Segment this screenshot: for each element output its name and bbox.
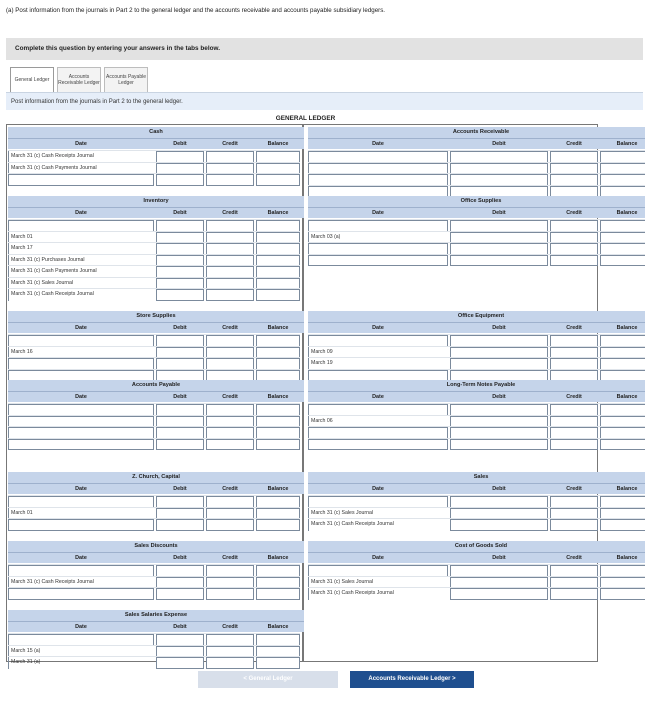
column-header-balance: Balance <box>616 210 638 216</box>
column-header-credit: Credit <box>222 394 238 400</box>
debit-input[interactable] <box>156 519 204 531</box>
ledger-row <box>308 346 645 358</box>
ledger-row <box>8 231 300 243</box>
row-date-label: March 31 (c) Cash Receipts Journal <box>8 151 154 163</box>
debit-input[interactable] <box>156 439 204 451</box>
credit-input[interactable] <box>550 519 598 531</box>
account-title: Store Supplies <box>8 311 304 322</box>
account-title: Office Supplies <box>308 196 645 207</box>
column-header-debit: Debit <box>492 325 506 331</box>
row-date-label: March 19 <box>308 358 448 370</box>
column-header-debit: Debit <box>492 555 506 561</box>
account-title: Cash <box>8 127 304 138</box>
next-tab-button[interactable]: Accounts Receivable Ledger > <box>350 671 474 688</box>
column-header-date: Date <box>75 555 87 561</box>
column-header-balance: Balance <box>267 555 289 561</box>
column-header-date: Date <box>75 486 87 492</box>
tab-general-ledger[interactable]: General Ledger <box>10 67 54 92</box>
debit-input[interactable] <box>156 289 204 301</box>
column-header-debit: Debit <box>173 624 187 630</box>
ledger-row <box>308 185 645 197</box>
column-header-date: Date <box>75 141 87 147</box>
column-header-balance: Balance <box>267 624 289 630</box>
ledger-row <box>308 357 645 369</box>
question-intro: (a) Post information from the journals in Part 2 to the general ledger and the accounts receivable and accounts payable subsidiary ledgers. <box>6 7 386 14</box>
ledger-row <box>8 219 300 231</box>
account-title: Inventory <box>8 196 304 207</box>
row-date-label: March 16 <box>8 347 154 359</box>
row-date-label: March 31 (c) Cash Receipts Journal <box>308 519 448 531</box>
column-header-debit: Debit <box>173 141 187 147</box>
prev-tab-button[interactable]: < General Ledger <box>198 671 338 688</box>
ledger-row <box>8 369 300 381</box>
row-date-label: March 31 (c) Sales Journal <box>308 577 448 589</box>
ledger-row <box>308 403 645 415</box>
balance-input[interactable] <box>256 519 300 531</box>
ledger-row <box>308 254 645 266</box>
column-header-debit: Debit <box>492 141 506 147</box>
ledger-row <box>8 173 300 185</box>
instruction-banner: Complete this question by entering your answers in the tabs below. <box>6 38 643 60</box>
account-title: Sales Discounts <box>8 541 304 552</box>
account-title: Office Equipment <box>308 311 645 322</box>
ledger-row <box>308 231 645 243</box>
column-header-row <box>8 391 304 402</box>
debit-input[interactable] <box>450 255 548 267</box>
ledger-row <box>8 438 300 450</box>
column-header-balance: Balance <box>616 394 638 400</box>
column-header-credit: Credit <box>222 624 238 630</box>
account-title: Sales <box>308 472 645 483</box>
ledger-row <box>8 346 300 358</box>
column-header-debit: Debit <box>173 210 187 216</box>
account-title: Z. Church, Capital <box>8 472 304 483</box>
ledger-row <box>8 162 300 174</box>
column-header-balance: Balance <box>267 325 289 331</box>
column-header-balance: Balance <box>616 141 638 147</box>
ledger-row <box>8 656 300 668</box>
column-header-credit: Credit <box>566 210 582 216</box>
ledger-row <box>8 403 300 415</box>
ledger-row <box>8 288 300 300</box>
debit-input[interactable] <box>156 174 204 186</box>
column-header-date: Date <box>372 141 384 147</box>
account-title: Cost of Goods Sold <box>308 541 645 552</box>
ledger-row <box>8 587 300 599</box>
credit-input[interactable] <box>206 519 254 531</box>
account-title: Sales Salaries Expense <box>8 610 304 621</box>
ledger-row <box>8 265 300 277</box>
column-header-balance: Balance <box>267 141 289 147</box>
ledger-row <box>308 334 645 346</box>
ledger-row <box>308 219 645 231</box>
debit-input[interactable] <box>156 657 204 669</box>
column-header-debit: Debit <box>173 394 187 400</box>
credit-input[interactable] <box>206 439 254 451</box>
column-header-date: Date <box>372 555 384 561</box>
ledger-row <box>308 564 645 576</box>
column-header-debit: Debit <box>173 555 187 561</box>
row-date-label: March 09 <box>308 347 448 359</box>
column-header-credit: Credit <box>566 325 582 331</box>
column-header-date: Date <box>372 486 384 492</box>
row-date-label: March 31 (c) Sales Journal <box>308 508 448 520</box>
balance-input[interactable] <box>600 255 645 267</box>
credit-input[interactable] <box>206 174 254 186</box>
ledger-row <box>8 426 300 438</box>
balance-input[interactable] <box>600 588 645 600</box>
column-header-debit: Debit <box>492 210 506 216</box>
row-date-label: March 01 <box>8 508 154 520</box>
column-header-row <box>8 207 304 218</box>
column-header-balance: Balance <box>267 210 289 216</box>
column-header-row <box>308 391 645 402</box>
column-header-row <box>8 483 304 494</box>
ledger-row <box>308 518 645 530</box>
column-header-credit: Credit <box>222 486 238 492</box>
column-header-credit: Credit <box>222 141 238 147</box>
row-date-input[interactable] <box>308 439 448 451</box>
column-header-debit: Debit <box>173 486 187 492</box>
row-date-label: March 31 (c) Cash Receipts Journal <box>308 588 448 600</box>
ledger-row <box>308 150 645 162</box>
column-header-debit: Debit <box>173 325 187 331</box>
column-header-row <box>308 322 645 333</box>
ledger-row <box>308 438 645 450</box>
column-header-debit: Debit <box>492 394 506 400</box>
credit-input[interactable] <box>550 255 598 267</box>
ledger-row <box>308 369 645 381</box>
row-date-label: March 31 (c) Cash Receipts Journal <box>8 577 154 589</box>
ledger-row <box>8 645 300 657</box>
column-header-credit: Credit <box>566 141 582 147</box>
column-header-credit: Credit <box>222 210 238 216</box>
balance-input[interactable] <box>600 439 645 451</box>
ledger-row <box>8 564 300 576</box>
row-date-label: March 15 (a) <box>8 646 154 658</box>
row-date-input[interactable] <box>308 255 448 267</box>
column-header-credit: Credit <box>566 555 582 561</box>
column-header-date: Date <box>75 394 87 400</box>
ledger-row <box>308 415 645 427</box>
ledger-row <box>8 150 300 162</box>
column-header-date: Date <box>75 325 87 331</box>
tab-bar <box>10 67 151 92</box>
column-header-credit: Credit <box>566 486 582 492</box>
column-header-row <box>308 138 645 149</box>
balance-input[interactable] <box>256 174 300 186</box>
row-date-label: March 17 <box>8 243 154 255</box>
debit-input[interactable] <box>156 588 204 600</box>
general-ledger-heading: GENERAL LEDGER <box>275 115 336 122</box>
ledger-row <box>8 633 300 645</box>
ledger-row <box>8 242 300 254</box>
ledger-row <box>308 426 645 438</box>
ledger-row <box>308 162 645 174</box>
tab-accounts-payable-ledger[interactable]: Accounts Payable Ledger <box>104 67 148 92</box>
ledger-row <box>8 507 300 519</box>
ledger-row <box>308 495 645 507</box>
ledger-row <box>308 507 645 519</box>
account-title: Accounts Payable <box>8 380 304 391</box>
column-header-balance: Balance <box>616 555 638 561</box>
row-date-input[interactable] <box>8 174 154 186</box>
debit-input[interactable] <box>450 439 548 451</box>
column-header-row <box>308 483 645 494</box>
account-title: Accounts Receivable <box>308 127 645 138</box>
row-date-label: March 31 (a) <box>8 657 154 669</box>
column-header-balance: Balance <box>267 486 289 492</box>
column-header-balance: Balance <box>267 394 289 400</box>
credit-input[interactable] <box>206 588 254 600</box>
credit-input[interactable] <box>206 289 254 301</box>
balance-input[interactable] <box>256 439 300 451</box>
column-header-credit: Credit <box>566 394 582 400</box>
account-title: Long-Term Notes Payable <box>308 380 645 391</box>
ledger-row <box>8 415 300 427</box>
column-header-date: Date <box>75 210 87 216</box>
ledger-row <box>8 277 300 289</box>
row-date-label: March 31 (c) Cash Payments Journal <box>8 163 154 175</box>
ledger-row <box>8 334 300 346</box>
ledger-row <box>8 518 300 530</box>
balance-input[interactable] <box>256 588 300 600</box>
column-header-row <box>308 207 645 218</box>
ledger-row <box>8 357 300 369</box>
debit-input[interactable] <box>450 588 548 600</box>
balance-input[interactable] <box>256 289 300 301</box>
row-date-label: March 03 (a) <box>308 232 448 244</box>
credit-input[interactable] <box>550 588 598 600</box>
column-header-row <box>8 552 304 563</box>
column-header-balance: Balance <box>616 325 638 331</box>
row-date-input[interactable] <box>8 439 154 451</box>
row-date-input[interactable] <box>8 588 154 600</box>
column-header-row <box>8 322 304 333</box>
balance-input[interactable] <box>600 519 645 531</box>
credit-input[interactable] <box>550 439 598 451</box>
row-date-label: March 31 (c) Cash Receipts Journal <box>8 289 154 301</box>
row-date-label: March 31 (c) Sales Journal <box>8 278 154 290</box>
column-header-date: Date <box>372 325 384 331</box>
ledger-row <box>308 587 645 599</box>
column-header-balance: Balance <box>616 486 638 492</box>
column-header-date: Date <box>372 210 384 216</box>
tab-instruction: Post information from the journals in Part 2 to the general ledger. <box>6 92 643 110</box>
ledger-row <box>308 242 645 254</box>
row-date-label: March 01 <box>8 232 154 244</box>
row-date-label: March 31 (c) Cash Payments Journal <box>8 266 154 278</box>
column-header-date: Date <box>75 624 87 630</box>
column-header-credit: Credit <box>222 325 238 331</box>
column-header-row <box>8 621 304 632</box>
ledger-row <box>8 576 300 588</box>
balance-input[interactable] <box>256 657 300 669</box>
ledger-row <box>308 173 645 185</box>
ledger-row <box>8 254 300 266</box>
credit-input[interactable] <box>206 657 254 669</box>
column-header-date: Date <box>372 394 384 400</box>
row-date-input[interactable] <box>8 519 154 531</box>
ledger-row <box>8 495 300 507</box>
tab-accounts-receivable-ledger[interactable]: Accounts Receivable Ledger <box>57 67 101 92</box>
row-date-label: March 31 (c) Purchases Journal <box>8 255 154 267</box>
column-header-row <box>8 138 304 149</box>
column-header-debit: Debit <box>492 486 506 492</box>
row-date-label: March 06 <box>308 416 448 428</box>
column-header-credit: Credit <box>222 555 238 561</box>
column-header-row <box>308 552 645 563</box>
debit-input[interactable] <box>450 519 548 531</box>
ledger-row <box>308 576 645 588</box>
